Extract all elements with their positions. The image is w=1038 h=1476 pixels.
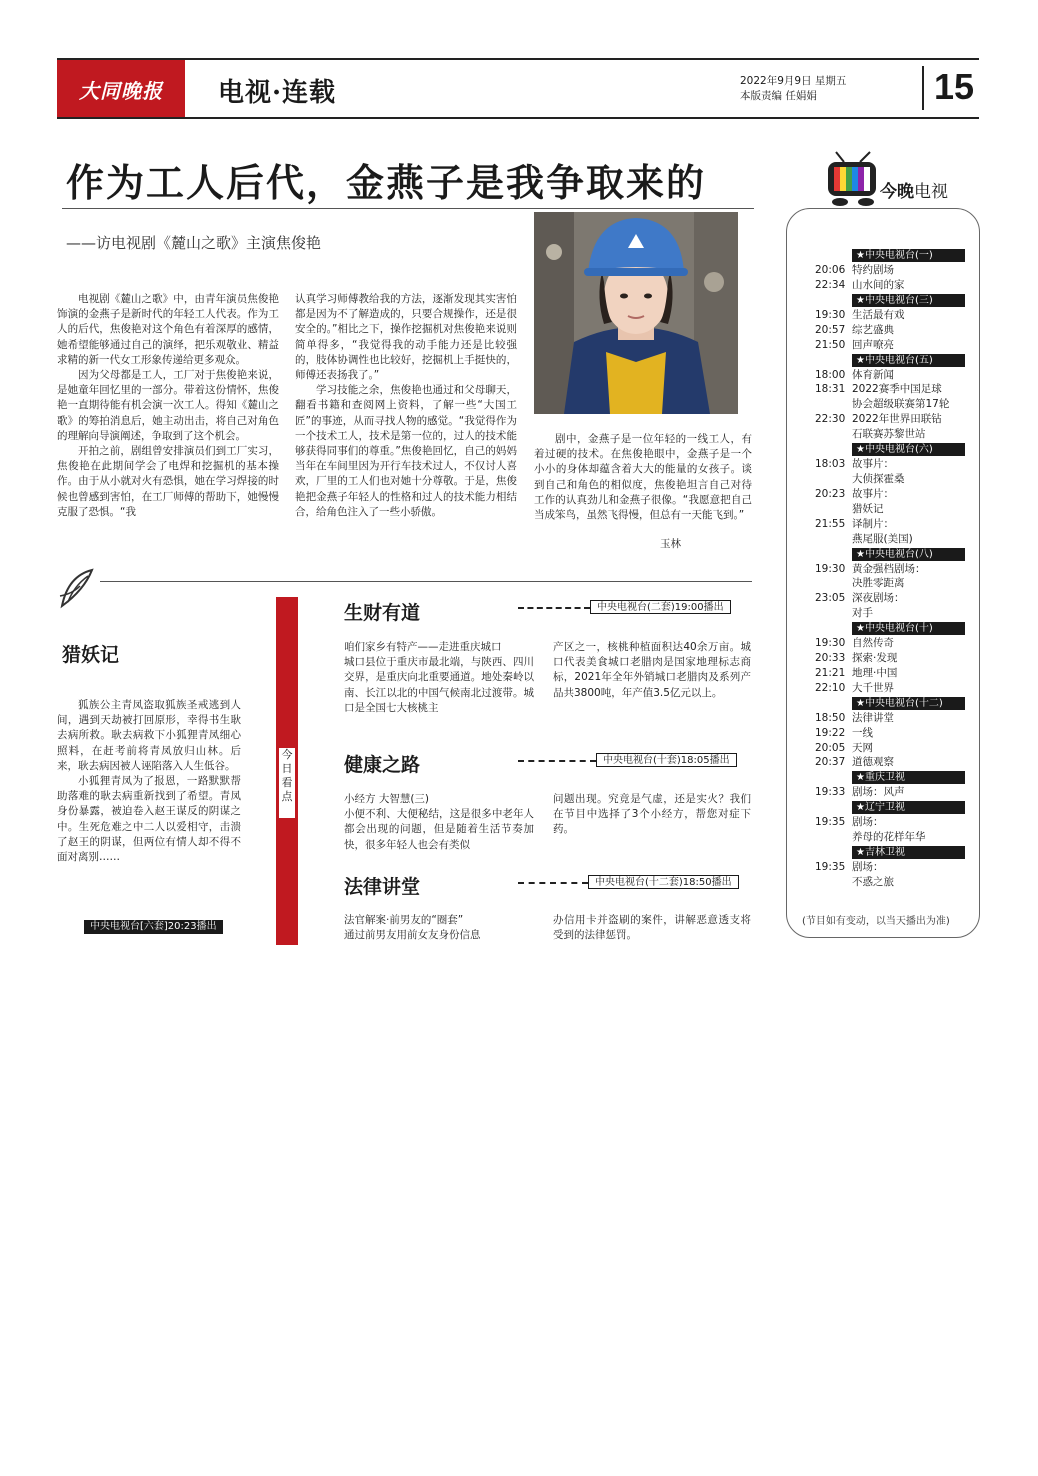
program-row (815, 711, 965, 726)
program-name: 法律讲堂 (852, 711, 894, 724)
program-time: 22:30 (815, 413, 846, 426)
program-time: 22:34 (815, 278, 846, 291)
program-time: 19:30 (815, 562, 846, 575)
program-row (815, 457, 965, 472)
program-row (815, 382, 965, 397)
show-title: 法律讲堂 (344, 876, 421, 898)
program-row (815, 830, 965, 845)
program-name: 特约剧场 (852, 264, 894, 276)
program-time: 20:57 (815, 323, 846, 336)
top-rule (57, 58, 979, 60)
program-name: 不惑之旅 (852, 876, 894, 888)
program-time: 23:05 (815, 592, 846, 605)
masthead-bottom-rule (57, 117, 979, 119)
program-name: 剧场： (852, 816, 884, 829)
decorative-ornament-icon (58, 566, 98, 610)
program-row (815, 472, 965, 487)
program-name: 综艺盛典 (852, 323, 894, 336)
channel-header: ★中央电视台(六) (852, 443, 965, 456)
program-time: 18:31 (815, 383, 846, 396)
show-airing: 中央电视台(二套)19:00播出 (590, 600, 731, 614)
program-time: 20:37 (815, 756, 846, 769)
program-time: 18:00 (815, 368, 846, 381)
program-name: 2022年世界田联钻 (852, 413, 942, 426)
program-row (815, 785, 965, 800)
program-time (815, 576, 852, 591)
headline-rule (62, 208, 754, 209)
issue-meta (740, 74, 846, 104)
actress-photo (534, 212, 738, 414)
program-row (815, 532, 965, 547)
channel-header: ★中央电视台(八) (852, 548, 965, 561)
program-row (815, 741, 965, 756)
program-name: 2022赛季中国足球 (852, 383, 942, 396)
tv-guide-title-bold: 今晚 (880, 182, 914, 202)
program-time: 19:30 (815, 308, 846, 321)
program-time: 19:22 (815, 726, 846, 739)
newspaper-logo (57, 60, 185, 118)
program-time: 21:55 (815, 517, 846, 530)
program-name: 生活最有戏 (852, 308, 905, 321)
dashed-rule (518, 882, 588, 884)
program-row (815, 681, 965, 696)
program-name: 一线 (852, 726, 873, 739)
program-name: 探索·发现 (852, 652, 898, 665)
tv-icon (826, 150, 880, 208)
article-paragraph: 认真学习师傅教给我的方法，逐渐发现其实害怕都是因为不了解造成的，只要合规操作，还是很安全的。”相比之下，操作挖掘机对焦俊艳来说则简单得多，“我觉得我的动手能力还是比较强的，肢体协调性也比较好，挖掘机上手挺快的，师傅还表扬我了。” (295, 293, 517, 382)
article-column-1 (57, 292, 279, 520)
program-name: 协会超级联赛第17轮 (852, 398, 950, 411)
channel-header: ★吉林卫视 (852, 846, 965, 859)
program-name: 译制片： (852, 517, 894, 530)
program-time: 20:23 (815, 487, 846, 500)
lieyaoji-title: 猎妖记 (62, 644, 120, 666)
tv-guide-title (880, 177, 948, 202)
program-row (815, 755, 965, 770)
program-time (815, 427, 852, 442)
program-row (815, 412, 965, 427)
show-description-right: 产区之一，核桃种植面积达40余万亩。城口代表美食城口老腊肉是国家地理标志商标，2021年全年外销城口老腊肉及系列产品共3800吨，年产值3.5亿元以上。 (553, 641, 751, 699)
article-column-3 (534, 432, 752, 523)
program-time: 18:50 (815, 711, 846, 724)
article-paragraph: 学习技能之余，焦俊艳也通过和父母聊天，翻看书籍和查阅网上资料，了解一些“大国工匠”的事迹，从而寻找人物的感觉。“我觉得作为一个技术工人，技术是第一位的，过人的技术能够获得同事们的尊重。”焦俊艳回忆，自己的妈妈当年在车间里因为开行车技术过人，不仅讨人喜欢，厂里的工人们也对她十分尊敬。于是，焦俊艳把金燕子年轻人的性格和过人的技术能力相结合，给角色注入了一些小骄傲。 (295, 384, 517, 518)
program-name: 决胜零距离 (852, 577, 905, 590)
program-time (815, 472, 852, 487)
program-row (815, 517, 965, 532)
program-row (815, 562, 965, 577)
program-time (815, 397, 852, 412)
leaf-ornament-icon (58, 566, 98, 610)
program-row (815, 323, 965, 338)
show-description-left: 小经方 大智慧(三) 小便不利、大便秘结，这是很多中老年人都会出现的问题，但是随着生活节奏加快，很多年轻人也会有类似 (344, 793, 534, 851)
logo-text: 大同晚报 (79, 78, 163, 103)
program-time (815, 502, 852, 517)
program-name: 深夜剧场： (852, 592, 905, 605)
program-time (815, 875, 852, 890)
channel-header: ★辽宁卫视 (852, 801, 965, 814)
program-row (815, 502, 965, 517)
channel-header: ★重庆卫视 (852, 771, 965, 784)
program-name: 大侦探霍桑 (852, 472, 905, 485)
show-title: 健康之路 (344, 754, 421, 776)
program-row (815, 606, 965, 621)
channel-header: ★中央电视台(一) (852, 249, 965, 262)
program-name: 自然传奇 (852, 637, 894, 650)
program-name: 故事片： (852, 487, 894, 500)
program-name: 对手 (852, 607, 873, 620)
program-time: 20:05 (815, 741, 846, 754)
editor-credit: 本版责编 任娟娟 (740, 90, 817, 102)
show-description-right: 办信用卡并盗刷的案件，讲解恶意透支将受到的法律惩罚。 (553, 914, 751, 942)
channel-header: ★中央电视台(三) (852, 294, 965, 307)
program-time: 20:33 (815, 652, 846, 665)
synopsis-paragraph: 狐族公主青凤盗取狐族圣戒逃到人间，遇到天劫被打回原形，幸得书生耿去病所救。耿去病救下小狐狸青凤细心照料，在赶考前将青凤放归山林。后来，耿去病因被人诬陷落入人生低谷。 (57, 699, 241, 772)
program-row (815, 666, 965, 681)
program-name: 地理·中国 (852, 666, 898, 679)
program-time: 21:21 (815, 666, 846, 679)
program-name: 道德观察 (852, 756, 894, 769)
program-row (815, 308, 965, 323)
dashed-rule (518, 607, 590, 609)
program-row (815, 591, 965, 606)
article-paragraph: 电视剧《麓山之歌》中，由青年演员焦俊艳饰演的金燕子是新时代的年轻工人代表。作为工人的后代，焦俊艳对这个角色有着深厚的感情，她希望能够通过自己的演绎，把乐观敬业、精益求精的新一代女工形象传递给更多观众。 (57, 293, 279, 366)
article-paragraph: 因为父母都是工人，工厂对于焦俊艳来说，是她童年回忆里的一部分。带着这份情怀，焦俊艳一直期待能有机会演一次工人。得知《麓山之歌》的筹拍消息后，她主动出击，将自己对角色的理解向导演阐述，争取到了这个机会。 (57, 369, 279, 442)
program-row (815, 875, 965, 890)
program-name: 黄金强档剧场： (852, 562, 926, 575)
article-paragraph: 开拍之前，剧组曾安排演员们到工厂实习，焦俊艳在此期间学会了电焊和挖掘机的基本操作。由于从小就对火有恐惧，她在学习焊接的时候也曾感到害怕，在工厂师傅的帮助下，她慢慢克服了恐惧。“我 (57, 445, 279, 518)
dashed-rule (518, 760, 596, 762)
program-time: 19:30 (815, 637, 846, 650)
show-airing: 中央电视台(十二套)18:50播出 (588, 875, 739, 889)
program-name: 剧场： (852, 861, 884, 874)
program-row (815, 576, 965, 591)
today-highlights-label: 今日看点 (279, 748, 295, 818)
program-name: 养母的花样年华 (852, 831, 926, 844)
lieyaoji-synopsis (57, 698, 241, 865)
program-row (815, 427, 965, 442)
program-row (815, 263, 965, 278)
page-number-divider (922, 66, 924, 110)
show-title: 生财有道 (344, 602, 421, 624)
page-number: 15 (934, 66, 975, 107)
channel-header: ★中央电视台(五) (852, 354, 965, 367)
program-row (815, 860, 965, 875)
program-name: 天网 (852, 741, 873, 754)
program-row (815, 487, 965, 502)
program-name: 猎妖记 (852, 502, 884, 515)
channel-header: ★中央电视台(十) (852, 622, 965, 635)
program-time (815, 532, 852, 547)
section-title: 电视·连载 (218, 78, 337, 108)
program-time: 19:33 (815, 786, 846, 799)
show-description-left: 咱们家乡有特产——走进重庆城口 城口县位于重庆市最北端，与陕西、四川交界，是重庆向北重要通道。地处秦岭以南、长江以北的中国气候南北过渡带。城口是全国七大核桃主 (344, 641, 534, 714)
program-name: 山水间的家 (852, 278, 905, 291)
issue-date: 2022年9月9日 星期五 (740, 75, 847, 87)
program-row (815, 338, 965, 353)
headline: 作为工人后代，金燕子是我争取来的 (66, 160, 707, 205)
program-row (815, 815, 965, 830)
program-time: 19:35 (815, 861, 846, 874)
channel-header: ★中央电视台(十二) (852, 697, 965, 710)
program-row (815, 726, 965, 741)
program-time: 21:50 (815, 338, 846, 351)
program-name: 大千世界 (852, 681, 894, 694)
program-time (815, 606, 852, 621)
program-name: 回声嘹亮 (852, 338, 894, 351)
tv-guide-title-rest: 电视 (914, 182, 948, 202)
program-row (815, 278, 965, 293)
synopsis-paragraph: 小狐狸青凤为了报恩，一路默默帮助落难的耿去病重新找到了希望。青凤身份暴露，被迫卷入赵王谋反的阴谋之中。生死危难之中二人以爱相守，击溃了赵王的阴谋，但两位有情人却不得不面对离别…… (57, 775, 241, 864)
section-divider-rule (100, 581, 752, 582)
program-time: 20:06 (815, 264, 846, 276)
tv-guide-note: (节目如有变动，以当天播出为准) (802, 916, 950, 927)
article-paragraph: 剧中，金燕子是一位年轻的一线工人，有着过硬的技术。在焦俊艳眼中，金燕子是一个小小的身体却蕴含着大大的能量的女孩子。谈到自己和角色的相似度，焦俊艳坦言自己对待工作的认真劲儿和金燕子很像。“我愿意把自己当成笨鸟，虽然飞得慢，但总有一天能飞到。” (534, 433, 752, 522)
program-name: 故事片： (852, 458, 894, 471)
lieyaoji-airing: 中央电视台[六套]20:23播出 (84, 920, 223, 934)
actress-photo-illustration (534, 212, 738, 414)
program-time (815, 830, 852, 845)
program-row (815, 397, 965, 412)
show-airing: 中央电视台(十套)18:05播出 (596, 753, 737, 767)
program-name: 燕尾服(美国) (852, 532, 913, 545)
show-description-right: 问题出现。究竟是气虚，还是实火？我们在节目中选择了3个小经方，帮您对症下药。 (553, 793, 751, 836)
program-name: 石联赛苏黎世站 (852, 428, 926, 441)
program-row (815, 651, 965, 666)
program-time: 19:35 (815, 816, 846, 829)
article-column-2 (295, 292, 517, 520)
tv-icon-graphic (826, 150, 880, 208)
program-time: 22:10 (815, 681, 846, 694)
program-name: 体育新闻 (852, 368, 894, 381)
subheadline: ——访电视剧《麓山之歌》主演焦俊艳 (66, 234, 322, 252)
program-time: 18:03 (815, 458, 846, 471)
tv-guide-list (815, 248, 965, 890)
show-description-left: 法官解案·前男友的“圈套” 通过前男友用前女友身份信息 (344, 914, 481, 942)
program-name: 剧场：风声 (852, 786, 905, 799)
program-row (815, 368, 965, 383)
byline: 玉林 (660, 538, 681, 550)
program-row (815, 636, 965, 651)
